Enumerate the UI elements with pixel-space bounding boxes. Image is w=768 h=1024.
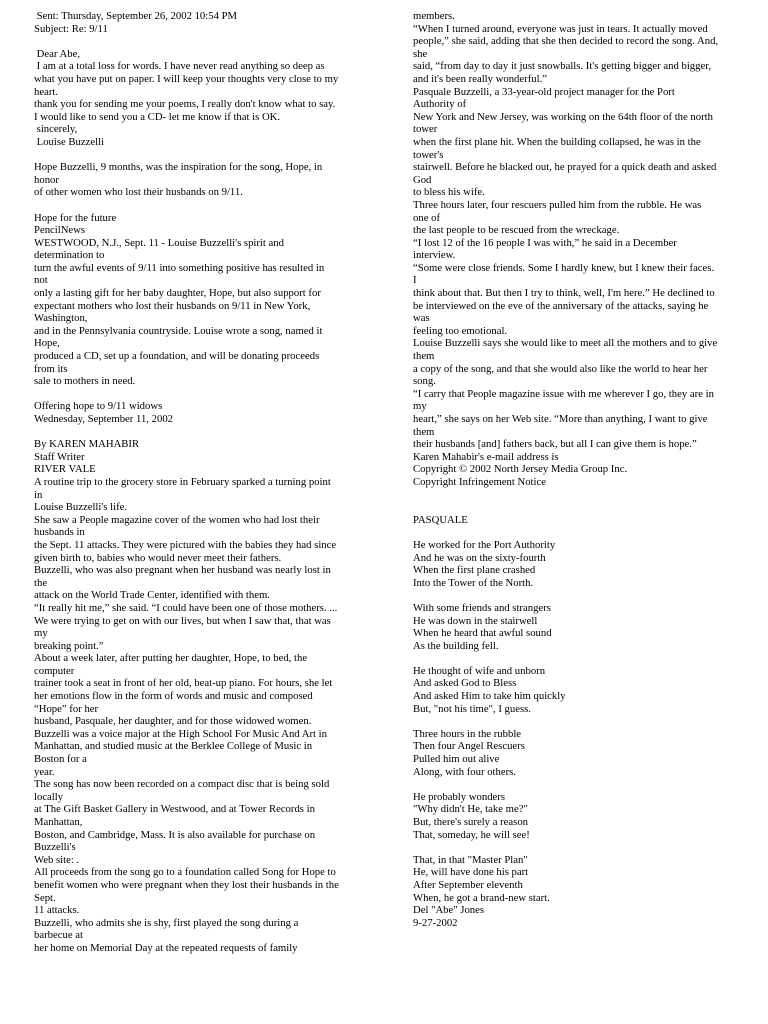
text-line: attack on the World Trade Center, identified with them.: [34, 589, 270, 602]
text-line: one of: [413, 211, 441, 224]
text-line: Boston for a: [34, 753, 87, 766]
text-line: Pasquale Buzzelli, a 33-year-old project manager for the Port: [413, 85, 675, 98]
text-line: turn the awful events of 9/11 into something positive has resulted in: [34, 261, 325, 274]
text-line: About a week later, after putting her daughter, Hope, to bed, the: [34, 652, 308, 665]
text-line: Hope,: [34, 337, 60, 350]
text-line: “Some were close friends. Some I hardly knew, but I knew their faces.: [413, 261, 715, 274]
text-line: people,” she said, adding that she then decided to record the song. And,: [413, 35, 719, 48]
text-line: And asked God to Bless: [413, 677, 517, 690]
text-line: [413, 589, 747, 602]
text-line: And he was on the sixty-fourth: [413, 551, 546, 564]
right-column: [413, 10, 747, 929]
text-line: Then four Angel Rescuers: [413, 740, 525, 753]
text-line: think about that. But then I try to think, well, I'm here.” He declined to: [413, 287, 715, 300]
text-line: not: [34, 274, 48, 287]
text-line: [413, 501, 747, 514]
text-line: produced a CD, set up a foundation, and will be donating proceeds: [34, 350, 320, 363]
text-line: A routine trip to the grocery store in February sparked a turning point: [34, 475, 331, 488]
text-line: a copy of the song, and that she would also like the world to hear her: [413, 362, 708, 375]
text-line: Buzzelli, who was also pregnant when her husband was nearly lost in: [34, 564, 331, 577]
text-line: to bless his wife.: [413, 186, 485, 199]
text-line: their husbands [and] fathers back, but all I can give them is hope.”: [413, 438, 697, 451]
text-line: PencilNews: [34, 224, 86, 237]
text-line: Three hours in the rubble: [413, 727, 522, 740]
text-line: them: [413, 350, 435, 363]
text-line: “I carry that People magazine issue with me wherever I go, they are in: [413, 387, 714, 400]
text-line: tower's: [413, 148, 444, 161]
text-line: Manhattan,: [34, 816, 83, 828]
text-line: husbands in: [34, 526, 85, 539]
text-line: Three hours later, four rescuers pulled him from the rubble. He was: [413, 198, 702, 211]
text-line: of other women who lost their husbands on 9/11.: [34, 186, 243, 199]
text-line: from its: [34, 362, 68, 375]
text-line: them: [413, 425, 435, 438]
text-line: New York and New Jersey, was working on the 64th floor of the north: [413, 110, 713, 123]
text-line: said, “from day to day it just snowballs. It's getting bigger and bigger,: [413, 60, 712, 73]
text-line: interview.: [413, 249, 456, 262]
text-line: benefit women who were pregnant when they lost their husbands in the: [34, 878, 339, 891]
text-line: [34, 388, 372, 401]
text-line: locally: [34, 790, 64, 803]
text-line: I: [413, 274, 417, 287]
text-line: sale to mothers in need.: [34, 375, 136, 388]
text-line: [413, 841, 747, 854]
text-line: [34, 35, 372, 48]
text-line: After September eleventh: [413, 878, 523, 891]
text-line: Along, with four others.: [413, 765, 517, 778]
text-line: her home on Memorial Day at the repeated requests of family: [34, 941, 298, 954]
text-line: my: [34, 627, 48, 640]
text-line: Buzzelli was a voice major at the High School For Music And Art in: [34, 727, 327, 740]
text-line: feeling too emotional.: [413, 324, 508, 337]
text-line: Buzzelli, who admits she is shy, first played the song during a: [34, 916, 299, 929]
text-line: I am at a total loss for words. I have never read anything so deep as: [34, 60, 325, 73]
text-line: We were trying to get on with our lives, but when I saw that, that was: [34, 614, 331, 627]
text-line: breaking point.”: [34, 639, 104, 652]
text-line: husband, Pasquale, her daughter, and for those widowed women.: [34, 715, 312, 728]
text-line: The song has now been recorded on a compact disc that is being sold: [34, 778, 330, 791]
text-line: Authority of: [413, 98, 467, 111]
text-line: when the first plane hit. When the building collapsed, he was in the: [413, 135, 701, 148]
text-line: PASQUALE: [413, 513, 468, 526]
text-line: honor: [34, 173, 59, 186]
text-line: tower: [413, 123, 438, 136]
text-line: Karen Mahabir's e-mail address is: [413, 450, 559, 463]
text-line: barbecue at: [34, 929, 83, 942]
text-line: He was down in the stairwell: [413, 614, 538, 627]
text-line: at The Gift Basket Gallery in Westwood, and at Tower Records in: [34, 803, 315, 816]
text-line: [34, 199, 372, 212]
text-line: computer: [34, 664, 75, 677]
text-line: As the building fell.: [413, 639, 499, 652]
text-line: I would like to send you a CD- let me know if that is OK.: [34, 110, 281, 123]
text-line: He worked for the Port Authority: [413, 538, 556, 551]
text-line: “When I turned around, everyone was just in tears. It actually moved: [413, 22, 708, 35]
text-line: Louise Buzzelli says she would like to meet all the mothers and to give: [413, 337, 718, 350]
text-line: Manhattan, and studied music at the Berklee College of Music in: [34, 740, 313, 753]
text-line: But, there's surely a reason: [413, 816, 529, 828]
text-line: She saw a People magazine cover of the women who had lost their: [34, 513, 320, 526]
text-line: Copyright © 2002 North Jersey Media Group Inc.: [413, 463, 628, 476]
text-line: determination to: [34, 249, 105, 262]
text-line: Hope Buzzelli, 9 months, was the inspiration for the song, Hope, in: [34, 161, 323, 174]
text-line: By KAREN MAHABIR: [34, 438, 140, 451]
text-line: Louise Buzzelli's life.: [34, 501, 128, 514]
text-line: song.: [413, 375, 436, 388]
text-line: When, he got a brand-new start.: [413, 891, 550, 904]
text-line: “Hope” for her: [34, 702, 99, 715]
text-line: Sept.: [34, 891, 56, 904]
text-line: He, will have done his part: [413, 866, 529, 879]
text-line: With some friends and strangers: [413, 601, 551, 614]
text-line: stairwell. Before he blacked out, he prayed for a quick death and asked: [413, 161, 717, 174]
text-line: trainer took a seat in front of her old, beat-up piano. For hours, she let: [34, 677, 333, 690]
text-line: Washington,: [34, 312, 88, 325]
text-line: she: [413, 47, 428, 60]
text-line: Del "Abe" Jones: [413, 904, 485, 917]
text-line: the: [34, 576, 48, 589]
text-line: heart,” she says on her Web site. “More than anything, I want to give: [413, 413, 708, 425]
text-line: And asked Him to take him quickly: [413, 690, 566, 703]
text-line: thank you for sending me your poems, I really don't know what to say.: [34, 98, 336, 111]
text-line: “It really hit me,” she said. “I could have been one of those mothers. ...: [34, 601, 338, 614]
text-line: RIVER VALE: [34, 463, 96, 476]
text-line: year.: [34, 765, 55, 778]
text-line: only a lasting gift for her baby daughter, Hope, but also support for: [34, 287, 321, 300]
text-line: and it's been really wonderful.”: [413, 72, 547, 85]
text-line: [413, 778, 747, 791]
text-line: He thought of wife and unborn: [413, 664, 546, 677]
text-line: and in the Pennsylvania countryside. Louise wrote a song, named it: [34, 324, 323, 337]
text-line: members.: [413, 10, 455, 22]
text-line: Staff Writer: [34, 450, 85, 463]
text-line: He probably wonders: [413, 790, 506, 803]
text-line: expectant mothers who lost their husbands on 9/11 in New York,: [34, 299, 311, 312]
text-line: 11 attacks.: [34, 904, 80, 917]
text-line: the Sept. 11 attacks. They were pictured with the babies they had since: [34, 538, 337, 551]
text-line: sincerely,: [34, 123, 78, 136]
text-line: Subject: Re: 9/11: [34, 22, 108, 35]
text-line: Web site: .: [34, 853, 80, 866]
text-line: [34, 149, 372, 162]
text-line: “I lost 12 of the 16 people I was with,” he said in a December: [413, 236, 677, 249]
text-line: Buzzelli's: [34, 841, 76, 854]
text-line: what you have put on paper. I will keep your thoughts very close to my: [34, 72, 339, 85]
text-line: was: [413, 312, 430, 325]
text-line: "Why didn't He, take me?": [413, 803, 528, 816]
text-line: All proceeds from the song go to a foundation called Song for Hope to: [34, 866, 336, 879]
text-line: WESTWOOD, N.J., Sept. 11 - Louise Buzzelli's spirit and: [34, 236, 284, 249]
text-line: [413, 489, 747, 502]
text-line: When the first plane crashed: [413, 564, 536, 577]
text-line: That, in that "Master Plan": [413, 853, 528, 866]
text-line: given birth to, babies who would never meet their fathers.: [34, 551, 282, 564]
text-line: Louise Buzzelli: [34, 135, 105, 148]
text-line: [413, 652, 747, 665]
text-line: God: [413, 173, 432, 186]
text-line: my: [413, 400, 427, 413]
text-line: Dear Abe,: [34, 47, 80, 60]
text-line: in: [34, 488, 43, 501]
left-column: [34, 10, 372, 955]
text-line: Boston, and Cambridge, Mass. It is also available for purchase on: [34, 828, 316, 841]
text-line: [413, 526, 747, 539]
text-line: Sent: Thursday, September 26, 2002 10:54 PM: [34, 10, 238, 22]
text-line: [413, 715, 747, 728]
text-line: Offering hope to 9/11 widows: [34, 400, 163, 413]
text-line: But, "not his time", I guess.: [413, 702, 531, 715]
text-line: heart.: [34, 85, 59, 98]
text-line: [34, 426, 372, 439]
text-line: Hope for the future: [34, 211, 117, 224]
text-line: Into the Tower of the North.: [413, 576, 534, 589]
text-line: be interviewed on the eve of the anniversary of the attacks, saying he: [413, 299, 709, 312]
text-line: the last people to be rescued from the wreckage.: [413, 224, 620, 237]
text-line: Copyright Infringement Notice: [413, 475, 546, 488]
text-line: her emotions flow in the form of words and music and composed: [34, 690, 313, 703]
text-line: That, someday, he will see!: [413, 828, 530, 841]
text-line: When he heard that awful sound: [413, 627, 552, 640]
text-line: 9-27-2002: [413, 916, 458, 929]
text-line: Wednesday, September 11, 2002: [34, 413, 174, 425]
text-line: Pulled him out alive: [413, 753, 500, 766]
